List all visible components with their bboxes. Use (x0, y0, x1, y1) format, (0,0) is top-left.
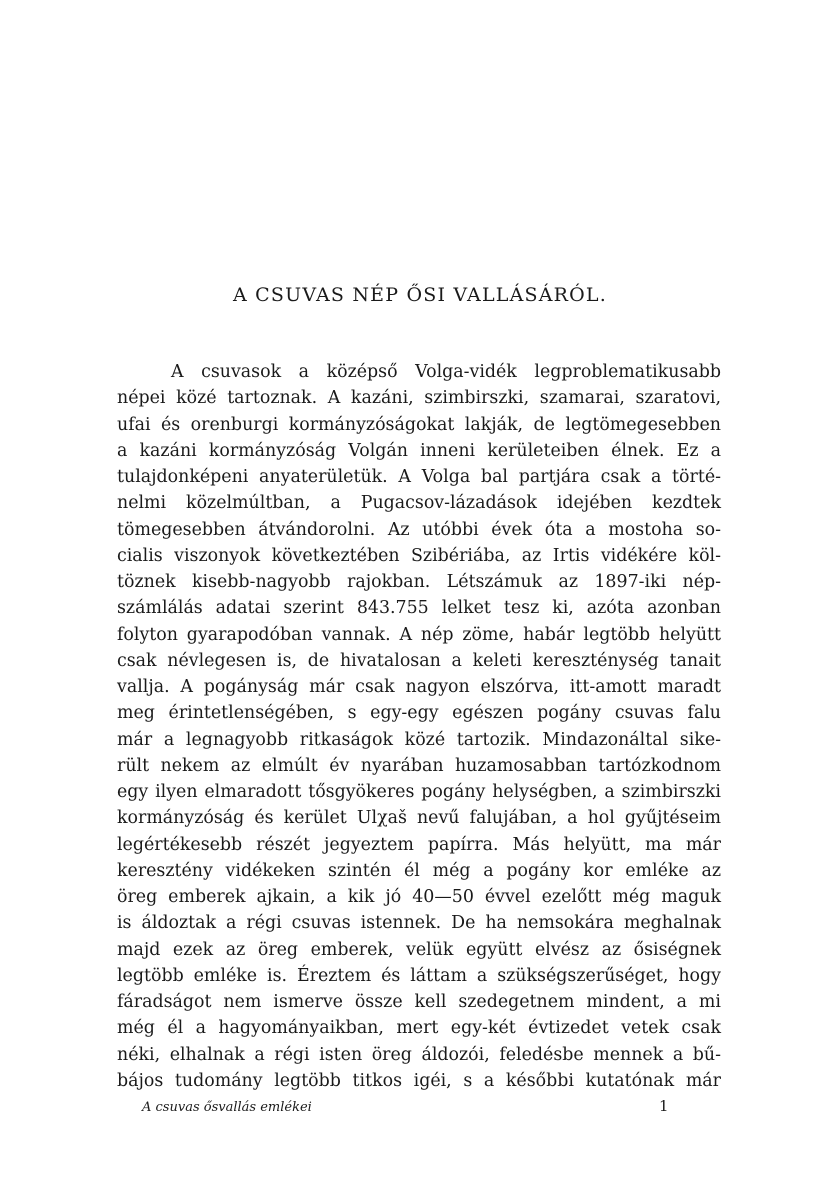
body-text (117, 359, 721, 1094)
text-line: kormányzóság és kerület Ulχaš nevű falujában, a hol gyűjtéseim (117, 808, 721, 829)
text-line: tulajdonképeni anyaterületük. A Volga bal partjára csak a törté- (117, 467, 721, 487)
text-line: csak névlegesen is, de hivatalosan a keleti kereszténység tanait (117, 650, 721, 671)
text-line: még él a hagyományaikban, mert egy-két évtizedet vetek csak (117, 1018, 721, 1039)
text-line: tömegesebben átvándorolni. Az utóbbi évek óta a mostoha so- (117, 519, 721, 540)
page-number: 1 (659, 1097, 669, 1115)
text-line: legtöbb emléke is. Éreztem és láttam a szükségszerűséget, hogy (117, 965, 721, 986)
text-line: folyton gyarapodóban vannak. A nép zöme, habár legtöbb helyütt (117, 624, 721, 645)
footer-signature: A csuvas ősvallás emlékei (142, 1100, 312, 1115)
text-line: meg érintetlenségében, s egy-egy egészen pogány csuvas falu (117, 703, 721, 724)
text-line: rült nekem az elmúlt év nyarában huzamosabban tartózkodnom (117, 755, 721, 776)
text-line: a kazáni kormányzóság Volgán inneni kerületeiben élnek. Ez a (117, 440, 721, 461)
text-line: néki, elhalnak a régi isten öreg áldozói, feledésbe mennek a bű- (117, 1044, 721, 1065)
text-line: már a legnagyobb ritkaságok közé tartozik. Mindazonáltal sike- (117, 729, 721, 750)
text-line: majd ezek az öreg emberek, velük együtt elvész az ősiségnek (117, 939, 721, 960)
text-line: népei közé tartoznak. A kazáni, szimbirszki, szamarai, szaratovi, (117, 388, 721, 409)
text-line: cialis viszonyok következtében Szibériába, az Irtis vidékére köl- (117, 545, 721, 566)
text-line: vallja. A pogányság már csak nagyon elszórva, itt-amott maradt (117, 677, 721, 697)
text-line: töznek kisebb-nagyobb rajokban. Létszámuk az 1897-iki nép- (117, 572, 721, 592)
text-line: bájos tudomány legtöbb titkos igéi, s a későbbi kutatónak már (117, 1070, 721, 1091)
text-line: öreg emberek ajkain, a kik jó 40—50 évvel ezelőtt még maguk (117, 887, 721, 907)
text-line: egy ilyen elmaradott tősgyökeres pogány helységben, a szimbirszki (117, 782, 721, 802)
page-title: A CSUVAS NÉP ŐSI VALLÁSÁRÓL. (233, 284, 607, 306)
text-line: nelmi közelmúltban, a Pugacsov-lázadások idejében kezdtek (117, 493, 721, 514)
text-line: számlálás adatai szerint 843.755 lelket tesz ki, azóta azonban (117, 598, 721, 619)
text-line: legértékesebb részét jegyeztem papírra. Más helyütt, ma már (117, 834, 721, 855)
text-line: is áldoztak a régi csuvas istennek. De ha nemsokára meghalnak (117, 913, 721, 934)
text-line: ufai és orenburgi kormányzóságokat lakják, de legtömegesebben (117, 414, 721, 435)
text-line: A csuvasok a középső Volga-vidék legproblematikusabb (171, 362, 721, 382)
text-line: keresztény vidékeken szintén él még a pogány kor emléke az (117, 860, 721, 881)
text-line: fáradságot nem ismerve össze kell szedegetnem mindent, a mi (117, 992, 721, 1012)
